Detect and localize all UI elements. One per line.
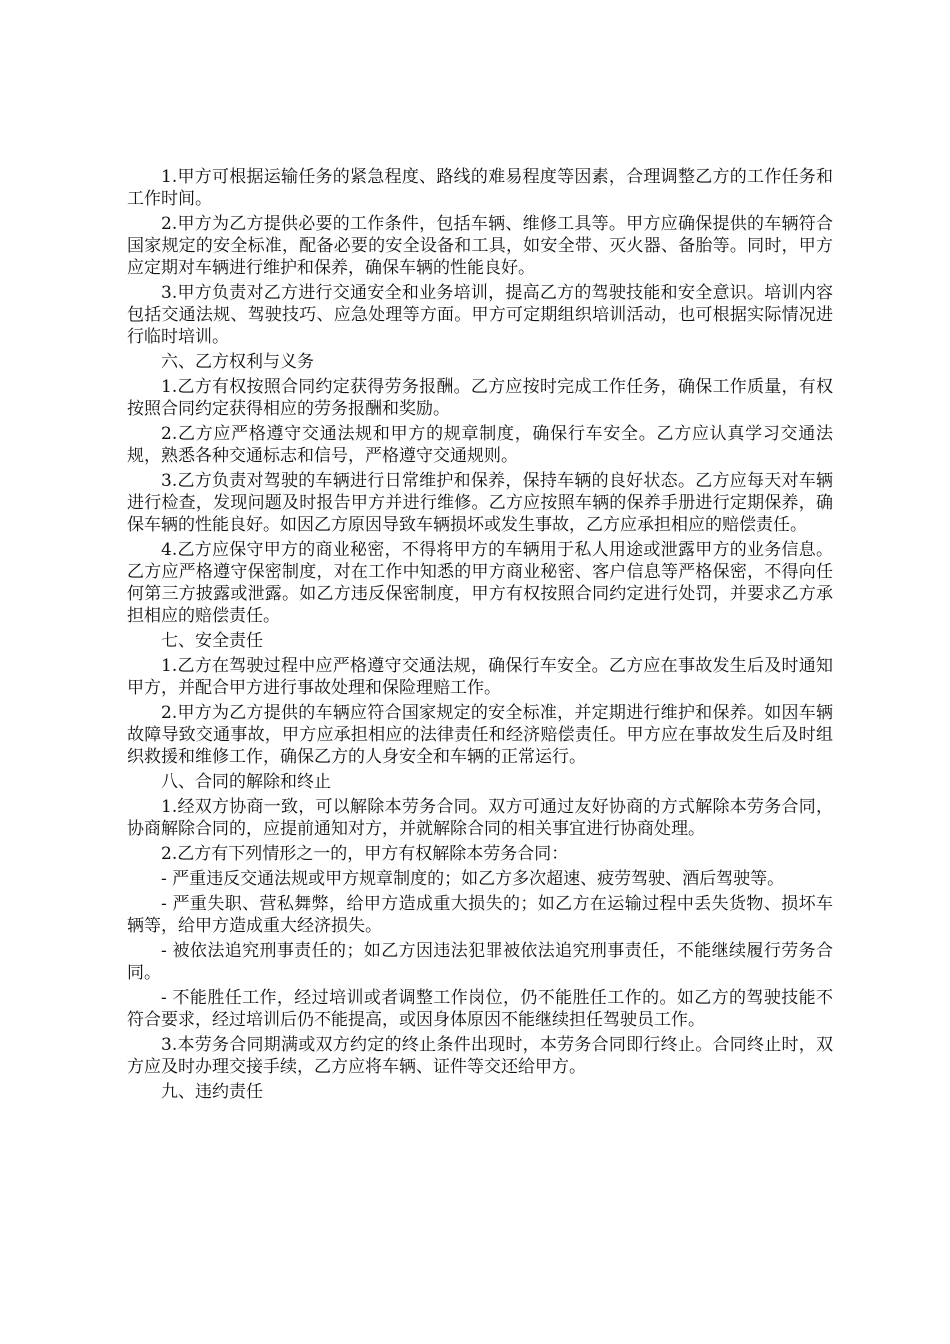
section-heading-7: 七、安全责任	[161, 631, 263, 651]
paragraph-3: 3.甲方负责对乙方进行交通安全和业务培训，提高乙方的驾驶技能和安全意识。培训内容包括交通法规、驾驶技巧、应急处理等方面。甲方可定期组织培训活动，也可根据实际情况进行临时培训。	[127, 283, 833, 347]
paragraph-5: 2.乙方应严格遵守交通法规和甲方的规章制度，确保行车安全。乙方应认真学习交通法规，熟悉各种交通标志和信号，严格遵守交通规则。	[127, 424, 833, 466]
paragraph-1: 1.甲方可根据运输任务的紧急程度、路线的难易程度等因素，合理调整乙方的工作任务和工作时间。	[127, 167, 833, 209]
paragraph-10: 1.经双方协商一致，可以解除本劳务合同。双方可通过友好协商的方式解除本劳务合同，协商解除合同的，应提前通知对方，并就解除合同的相关事宜进行协商处理。	[127, 797, 833, 839]
paragraph-4: 1.乙方有权按照合同约定获得劳务报酬。乙方应按时完成工作任务，确保工作质量，有权按照合同约定获得相应的劳务报酬和奖励。	[127, 377, 833, 419]
list-item-3: - 被依法追究刑事责任的；如乙方因违法犯罪被依法追究刑事责任，不能继续履行劳务合同。	[127, 941, 833, 983]
list-item-4: - 不能胜任工作，经过培训或者调整工作岗位，仍不能胜任工作的。如乙方的驾驶技能不符合要求，经过培训后仍不能提高，或因身体原因不能继续担任驾驶员工作。	[127, 988, 833, 1030]
paragraph-7: 4.乙方应保守甲方的商业秘密，不得将甲方的车辆用于私人用途或泄露甲方的业务信息。乙方应严格遵守保密制度，对在工作中知悉的甲方商业秘密、客户信息等严格保密，不得向任何第三方披露或泄露。如乙方违反保密制度，甲方有权按照合同约定进行处罚，并要求乙方承担相应的赔偿责任。	[127, 540, 833, 626]
section-heading-8: 八、合同的解除和终止	[161, 772, 331, 792]
section-heading-9: 九、违约责任	[161, 1082, 263, 1102]
paragraph-9: 2.甲方为乙方提供的车辆应符合国家规定的安全标准，并定期进行维护和保养。如因车辆故障导致交通事故，甲方应承担相应的法律责任和经济赔偿责任。甲方应在事故发生后及时组织救援和维修工作，确保乙方的人身安全和车辆的正常运行。	[127, 703, 833, 767]
section-heading-6: 六、乙方权利与义务	[161, 352, 314, 372]
list-item-1: - 严重违反交通法规或甲方规章制度的；如乙方多次超速、疲劳驾驶、酒后驾驶等。	[161, 869, 785, 889]
paragraph-2: 2.甲方为乙方提供必要的工作条件，包括车辆、维修工具等。甲方应确保提供的车辆符合国家规定的安全标准，配备必要的安全设备和工具，如安全带、灭火器、备胎等。同时，甲方应定期对车辆进行维护和保养，确保车辆的性能良好。	[127, 214, 833, 278]
paragraph-11: 2.乙方有下列情形之一的，甲方有权解除本劳务合同：	[161, 844, 569, 864]
document-body	[127, 166, 833, 1106]
paragraph-8: 1.乙方在驾驶过程中应严格遵守交通法规，确保行车安全。乙方应在事故发生后及时通知甲方，并配合甲方进行事故处理和保险理赔工作。	[127, 656, 833, 698]
list-item-2: - 严重失职、营私舞弊，给甲方造成重大损失的；如乙方在运输过程中丢失货物、损坏车辆等，给甲方造成重大经济损失。	[127, 894, 833, 936]
paragraph-12: 3.本劳务合同期满或双方约定的终止条件出现时，本劳务合同即行终止。合同终止时，双方应及时办理交接手续，乙方应将车辆、证件等交还给甲方。	[127, 1035, 833, 1077]
paragraph-6: 3.乙方负责对驾驶的车辆进行日常维护和保养，保持车辆的良好状态。乙方应每天对车辆进行检查，发现问题及时报告甲方并进行维修。乙方应按照车辆的保养手册进行定期保养，确保车辆的性能良好。如因乙方原因导致车辆损坏或发生事故，乙方应承担相应的赔偿责任。	[127, 471, 833, 535]
